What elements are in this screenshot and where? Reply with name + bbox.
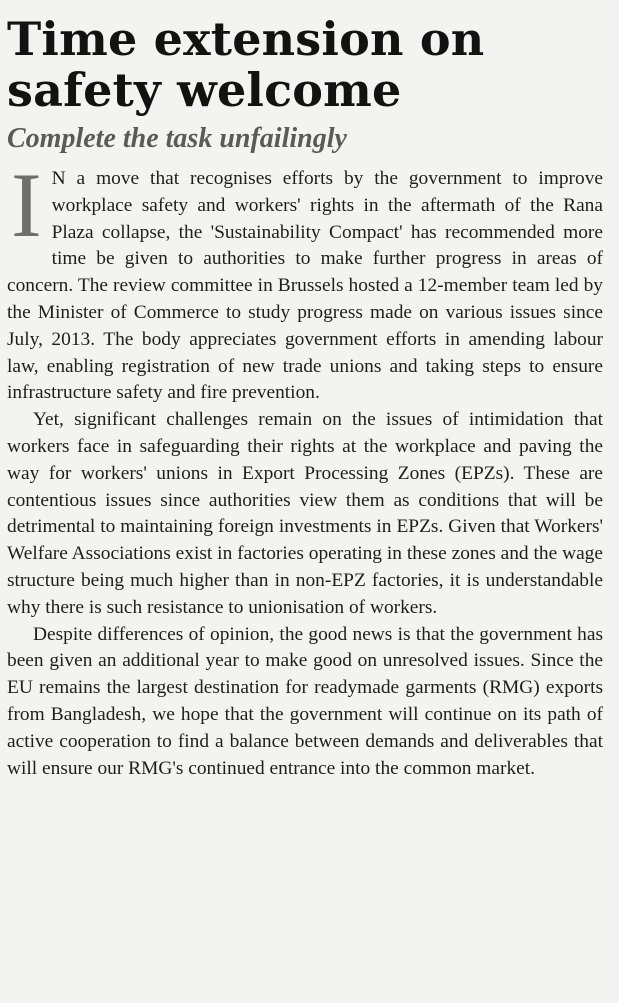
article-paragraph-2: Yet, significant challenges remain on the issues of intimidation that workers face in safeguarding their rights at the workplace and paving the way for workers' unions in Export Processing Zones (EPZs). These are contentious issues since authorities view them as conditions that will be detrimental to maintaining foreign investments in EPZs. Given that Workers' Welfare Associations exist in factories operating in these zones and the wage structure being much higher than in non-EPZ factories, it is understandable why there is such resistance to unionisation of workers. — [7, 409, 603, 618]
article-paragraph-1 — [7, 154, 603, 407]
article-headline: Time extension on safety welcome — [7, 12, 485, 117]
article-body — [7, 154, 603, 782]
drop-cap: I — [11, 154, 42, 256]
article-subhead: Complete the task unfailingly — [7, 123, 347, 154]
article-paragraph-3: Despite differences of opinion, the good news is that the government has been given an additional year to make good on unresolved issues. Since the EU remains the largest destination for readymade garments (RMG) exports from Bangladesh, we hope that the government will continue on its path of active cooperation to find a balance between demands and deliverables that will ensure our RMG's continued entrance into the common market. — [7, 623, 603, 779]
paragraph-1-text: N a move that recognises efforts by the government to improve workplace safety and workers' rights in the aftermath of the Rana Plaza collapse, the 'Sustainability Compact' has recommended more time be given to authorities to make further progress in areas of concern. The review committee in Brussels hosted a 12-member team led by the Minister of Commerce to study progress made on various issues since July, 2013. The body appreciates government efforts in amending labour law, enabling registration of new trade unions and taking steps to ensure infrastructure safety and fire prevention. — [7, 168, 603, 404]
